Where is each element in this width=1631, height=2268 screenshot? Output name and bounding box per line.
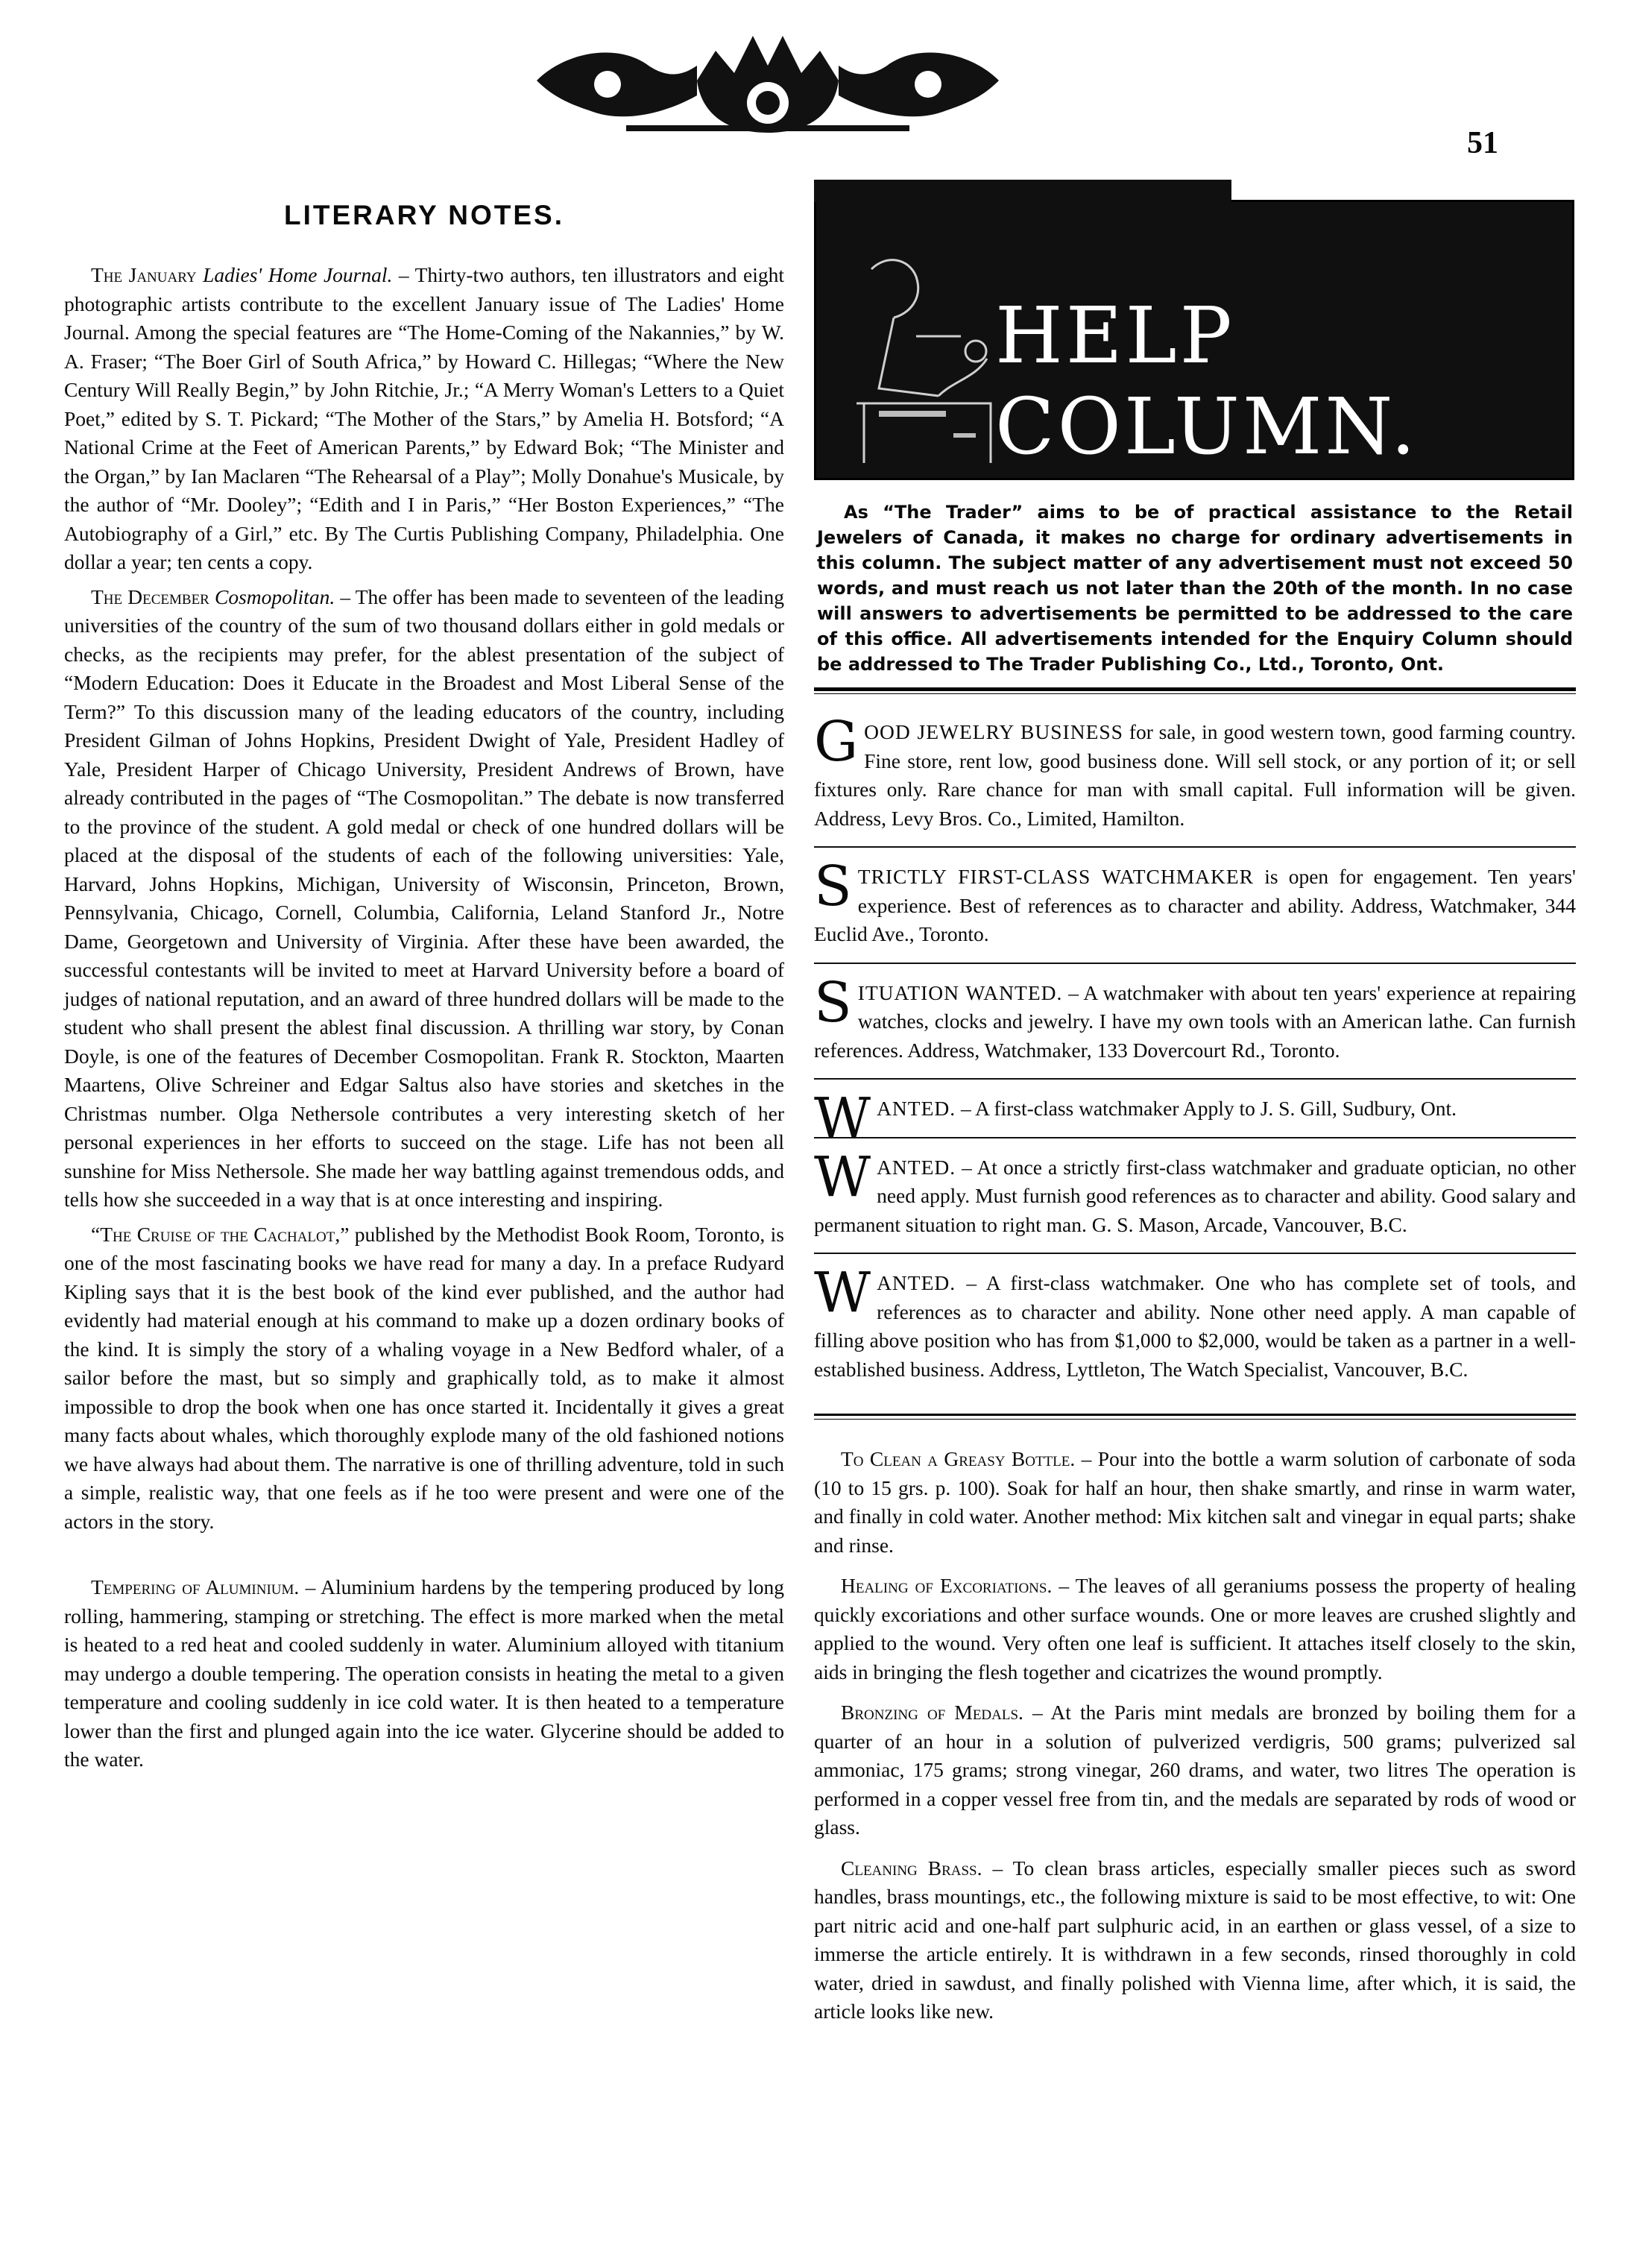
ad-initial: W <box>814 1144 871 1209</box>
note-lead: The January <box>91 263 197 286</box>
note-text: – Pour into the bottle a warm solution of carbonate of soda (10 to 15 grs. p. 100). Soak for half an hour, then shake smartly, and rinse in warm water, and finally in cold water. Another method: Mix kitchen salt and vinegar in equal parts; shake and rinse. <box>814 1447 1576 1557</box>
ad-situation-wanted <box>814 970 1577 1080</box>
ad-lead: ANTED. <box>877 1155 956 1179</box>
ad-text <box>814 854 1577 949</box>
literary-notes-heading: LITERARY NOTES. <box>284 200 564 230</box>
literary-notes-column <box>64 200 784 1780</box>
ad-text <box>814 1261 1576 1384</box>
ad-text <box>814 970 1577 1065</box>
note-title: Ladies' Home Journal. <box>203 263 393 286</box>
ad-initial: S <box>814 970 852 1035</box>
workbench-illustration <box>827 224 1020 470</box>
ad-wanted-vancouver-arcade <box>814 1144 1576 1255</box>
ad-initial: G <box>814 710 859 774</box>
ad-text <box>814 1144 1576 1240</box>
note-lead: Bronzing of Medals. <box>841 1701 1023 1724</box>
cosmopolitan-note <box>64 583 784 1215</box>
note-lead: To Clean a Greasy Bottle. <box>841 1447 1076 1470</box>
cleaning-brass-note <box>814 1854 1576 2026</box>
note-lead: Healing of Excoriations. <box>841 1574 1053 1597</box>
ad-body: is open for engagement. Ten years' experience. Best of references as to character and ability. Address, Watchmaker, 344 Euclid Ave., Toronto. <box>814 865 1577 945</box>
ad-body: for sale, in good western town, good farming country. Fine store, rent low, good business done. Will sell stock, or any portion of it; or sell fixtures only. Rare chance for man with small capital. Full information will be given. Address, Levy Bros. Co., Limited, Hamilton. <box>814 720 1576 830</box>
bronzing-medals-note <box>814 1698 1576 1842</box>
note-lead: Tempering of Aluminium. <box>91 1575 300 1598</box>
ad-wanted-lyttleton <box>814 1261 1576 1397</box>
ad-lead: ANTED. <box>877 1271 956 1294</box>
section-gap <box>64 1542 784 1573</box>
note-text: – The leaves of all geraniums possess the property of healing quickly excoriations and other surface wounds. One or more leaves are crushed slightly and applied to the wound. Very often one leaf is sufficient. It attaches itself closely to the skin, aids in bringing the flesh together and cicatrizes the wound promptly. <box>814 1574 1576 1683</box>
note-text: – Thirty-two authors, ten illustrators and eight photographic artists contribute to the excellent January issue of The Ladies' Home Journal. Among the special features are “The Home-Coming of the Nakannies,” by W. A. Fraser; “The Boer Girl of South Africa,” by Howard C. Hillegas; “Where the New Century Will Really Begin,” by John Ritchie, Jr.; “A Merry Woman's Letters to a Quiet Poet,” edited by S. T. Pickard; “The Mother of the Stars,” by Amelia H. Botsford; “A National Crime at the Feet of American Parents,” by Edward Bok; “The Minister and the Organ,” by Ian Maclaren “The Rehearsal of a Play”; Molly Donahue's Musicale, by the author of “Mr. Dooley”; “Edith and I in Paris,” “Her Boston Experiences,” “The Autobiography of a Girl,” etc. By The Curtis Publishing Company, Philadelphia. One dollar a year; ten cents a copy. <box>64 263 785 573</box>
ad-body: – A first-class watchmaker Apply to J. S. Gill, Sudbury, Ont. <box>956 1097 1457 1120</box>
ad-initial: W <box>814 1086 871 1150</box>
notice-text: As “The Trader” aims to be of practical assistance to the Retail Jewelers of Canada, it makes no charge for ordinary advertisements in this column. The subject matter of any advertisement must not exceed 50 words, and must reach us not later than the 20th of the month. In no case will answers to advertisements be permitted to be addressed to the care of this office. All advertisements intended for the Enquiry Column should be addressed to The Trader Publishing Co., Ltd., Toronto, Ont. <box>817 502 1573 675</box>
ad-body: – A first-class watchmaker. One who has complete set of tools, and references as to character and ability. None other need apply. A man capable of filling above position who has from $1,000 to $2,000, would be taken as a partner in a well-established business. Address, Lyttleton, The Watch Specialist, Vancouver, B.C. <box>814 1271 1576 1381</box>
page-number: 51 <box>1467 126 1498 160</box>
ad-initial: S <box>814 854 852 919</box>
help-column-title: HELP COLUMN. <box>995 290 1419 472</box>
ad-lead: OOD JEWELRY BUSINESS <box>864 720 1123 743</box>
ad-lead: ANTED. <box>877 1097 956 1120</box>
ad-text <box>814 710 1576 833</box>
ad-lead: ITUATION WANTED. <box>857 980 1063 1004</box>
greasy-bottle-note <box>814 1445 1576 1560</box>
cachalot-note <box>64 1220 784 1537</box>
ad-jewelry-business <box>814 710 1576 848</box>
ad-lead: TRICTLY FIRST-CLASS WATCHMAKER <box>857 865 1255 888</box>
banner-tab <box>814 180 1231 202</box>
ad-initial: W <box>814 1261 871 1325</box>
help-column <box>814 200 1576 2038</box>
note-text: – The offer has been made to seventeen of the leading universities of the country of the sum of two thousand dollars either in gold medals or checks, as the recipients may prefer, for the ablest presentation of the subject of “Modern Education: Does it Educate in the Broadest and Most Liberal Sense of the Term?” To this discussion many of the leading educators of the country, including President Gilman of Johns Hopkins, President Dwight of Yale, President Hadley of Yale, President Harper of Chicago University, President Andrews of Brown, have already contributed in the pages of “The Cosmopolitan.” The debate is now transferred to the province of the student. A gold medal or check of one hundred dollars will be placed at the disposal of the students of each of the following universities: Yale, Harvard, Johns Hopkins, Michigan, University of Wisconsin, Princeton, Brown, Pennsylvania, Chicago, Cornell, Columbia, California, Leland Stanford Jr., Notre Dame, Georgetown and University of Virginia. After these have been awarded, the successful contestants will be invited to meet at Harvard University before a board of judges of national reputation, and an award of three hundred dollars will be made to the student who shall present the ablest final discussion. A thrilling war story, by Conan Doyle, is one of the features of December Cosmopolitan. Frank R. Stockton, Maarten Maartens, Olive Schreiner and Edgar Saltus also have stories and sketches in the Christmas number. Olga Nethersole contributes a very interesting sketch of her personal experiences in her efforts to succeed on the stage. Life has not been all sunshine for Miss Nethersole. She made her way battling against tremendous odds, and tells how she succeeded in a way that is at once interesting and inspiring. <box>64 585 784 1211</box>
help-column-notice <box>814 500 1576 677</box>
ad-body: – A watchmaker with about ten years' experience at repairing watches, clocks and jewelry. I have my own tools with an American lathe. Can furnish references. Address, Watchmaker, 133 Dovercourt Rd., Toronto. <box>814 980 1577 1062</box>
help-column-banner <box>814 200 1574 480</box>
header-ornament <box>537 21 999 148</box>
ad-body: – At once a strictly first-class watchmaker and graduate optician, no other need apply. Must furnish good references as to character and ability. Good salary and permanent situation to right man. G. S. Mason, Arcade, Vancouver, B.C. <box>814 1155 1576 1236</box>
aluminium-note <box>64 1573 784 1774</box>
ladies-home-journal-note <box>64 261 784 577</box>
note-text: – Aluminium hardens by the tempering produced by long rolling, hammering, stamping or stretching. The effect is more marked when the metal is heated to a red heat and cooled suddenly in water. Aluminium alloyed with titanium may undergo a double tempering. The operation consists in heating the metal to a given temperature and cooling suddenly in ice cold water. It is then heated to a temperature lower than the first and plunged again into the ice water. Glycerine should be added to the water. <box>64 1575 784 1771</box>
section-rule <box>814 1414 1576 1420</box>
ad-watchmaker-open <box>814 854 1577 964</box>
note-lead: The December <box>91 585 209 608</box>
ad-text <box>814 1086 1576 1150</box>
note-title: Cosmopolitan. <box>215 585 335 608</box>
note-text: – To clean brass articles, especially smaller pieces such as sword handles, brass mountings, etc., the following mixture is said to be most effective, to wit: One part nitric acid and one-half part sulphuric acid, in an earthen or glass vessel, of a size to immerse the article entirely. It is withdrawn in a few seconds, rinsed thoroughly in cold water, dried in sawdust, and finally polished with Vienna lime, after which, it is said, the article looks like new. <box>814 1856 1576 2023</box>
excoriations-note <box>814 1572 1576 1686</box>
note-text: – At the Paris mint medals are bronzed by boiling them for a quarter of an hour in a solution of pulverized verdigris, 500 grams; pulverized sal ammoniac, 175 grams; strong vinegar, 260 drams, and water, two litres The operation is performed in a copper vessel free from tin, and the medals are separated by rods of wood or glass. <box>814 1701 1576 1839</box>
notice-rule <box>814 687 1576 694</box>
note-lead: “The Cruise of the Cachalot,” <box>91 1222 350 1246</box>
ad-wanted-sudbury <box>814 1086 1576 1150</box>
note-text: published by the Methodist Book Room, Toronto, is one of the most fascinating books we have read for many a day. In a preface Rudyard Kipling says that it is the best book of the kind ever published, and the author had evidently had material enough at his command to make up a dozen ordinary books of the kind. It is simply the story of a whaling voyage in a New Bedford whaler, of a sailor before the mast, but so simply and graphically told, as to make it almost impossible to drop the book when one has once started it. Incidentally it gives a great many facts about whales, which thoroughly explode many of the old fashioned notions we have always had about them. The narrative is one of thrilling adventure, told in such a simple, realistic way, that one feels as if he too were present and were one of the actors in the story. <box>64 1222 784 1533</box>
note-lead: Cleaning Brass. <box>841 1856 982 1880</box>
